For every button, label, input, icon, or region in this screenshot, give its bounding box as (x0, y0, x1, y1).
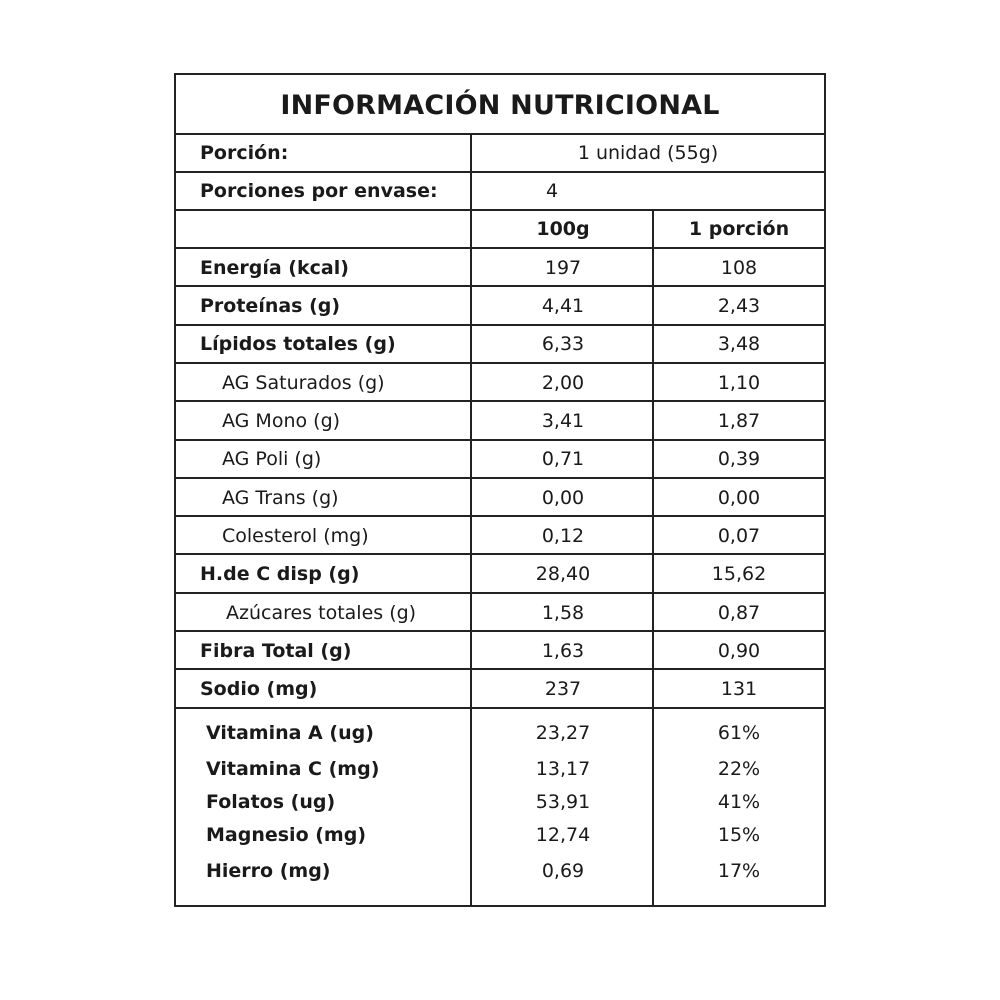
row-ag-poli-label: AG Poli (g) (222, 448, 322, 470)
row-colesterol-100g: 0,12 (541, 525, 585, 547)
row-divider (176, 553, 824, 555)
row-vitamina-a-100g: 23,27 (535, 722, 591, 744)
row-fibra-portion: 0,90 (717, 640, 761, 662)
row-hierro-100g: 0,69 (541, 860, 585, 882)
row-divider (176, 209, 824, 211)
row-fibra-100g: 1,63 (541, 640, 585, 662)
table-title: INFORMACIÓN NUTRICIONAL (176, 75, 824, 135)
row-azucares-label: Azúcares totales (g) (226, 602, 417, 624)
row-hdec-label: H.de C disp (g) (200, 563, 360, 585)
row-energia-portion: 108 (720, 257, 758, 279)
row-magnesio-100g: 12,74 (535, 824, 591, 846)
row-divider (176, 362, 824, 364)
row-colesterol-label: Colesterol (mg) (222, 525, 369, 547)
row-ag-mono-label: AG Mono (g) (222, 410, 341, 432)
row-azucares-100g: 1,58 (541, 602, 585, 624)
row-ag-trans-100g: 0,00 (541, 487, 585, 509)
row-ag-saturados-portion: 1,10 (717, 372, 761, 394)
row-lipidos-label: Lípidos totales (g) (200, 333, 396, 355)
row-vitamina-c-portion: 22% (717, 758, 761, 780)
row-divider (176, 247, 824, 249)
column-divider-1 (470, 133, 472, 907)
row-vitamina-c-100g: 13,17 (535, 758, 591, 780)
row-divider (176, 515, 824, 517)
row-ag-saturados-label: AG Saturados (g) (222, 372, 385, 394)
row-energia-label: Energía (kcal) (200, 257, 349, 279)
row-divider (176, 439, 824, 441)
row-ag-mono-100g: 3,41 (541, 410, 585, 432)
row-ag-trans-label: AG Trans (g) (222, 487, 339, 509)
servings-value: 4 (546, 180, 559, 202)
row-colesterol-portion: 0,07 (717, 525, 761, 547)
row-hierro-label: Hierro (mg) (206, 860, 331, 882)
row-ag-poli-portion: 0,39 (717, 448, 761, 470)
row-divider (176, 285, 824, 287)
row-divider (176, 630, 824, 632)
row-vitamina-a-label: Vitamina A (ug) (206, 722, 374, 744)
row-lipidos-100g: 6,33 (541, 333, 585, 355)
row-ag-saturados-100g: 2,00 (541, 372, 585, 394)
row-proteinas-label: Proteínas (g) (200, 295, 341, 317)
row-ag-trans-portion: 0,00 (717, 487, 761, 509)
row-vitamina-c-label: Vitamina C (mg) (206, 758, 380, 780)
column-header-portion: 1 porción (688, 218, 790, 240)
row-sodio-label: Sodio (mg) (200, 678, 318, 700)
row-hdec-100g: 28,40 (535, 563, 591, 585)
row-proteinas-portion: 2,43 (717, 295, 761, 317)
row-energia-100g: 197 (544, 257, 582, 279)
row-folatos-100g: 53,91 (535, 791, 591, 813)
row-ag-mono-portion: 1,87 (717, 410, 761, 432)
row-hdec-portion: 15,62 (711, 563, 767, 585)
row-fibra-label: Fibra Total (g) (200, 640, 352, 662)
nutrition-facts-table (174, 73, 826, 907)
row-magnesio-label: Magnesio (mg) (206, 824, 366, 846)
row-vitamina-a-portion: 61% (717, 722, 761, 744)
row-divider (176, 668, 824, 670)
row-folatos-portion: 41% (717, 791, 761, 813)
portion-label: Porción: (200, 142, 289, 164)
row-hierro-portion: 17% (717, 860, 761, 882)
row-divider (176, 400, 824, 402)
row-magnesio-portion: 15% (717, 824, 761, 846)
column-header-100g: 100g (536, 218, 590, 240)
row-sodio-portion: 131 (720, 678, 758, 700)
row-divider (176, 171, 824, 173)
row-folatos-label: Folatos (ug) (206, 791, 336, 813)
row-divider (176, 324, 824, 326)
row-ag-poli-100g: 0,71 (541, 448, 585, 470)
portion-value: 1 unidad (55g) (577, 142, 719, 164)
row-divider (176, 707, 824, 709)
row-lipidos-portion: 3,48 (717, 333, 761, 355)
row-sodio-100g: 237 (544, 678, 582, 700)
row-proteinas-100g: 4,41 (541, 295, 585, 317)
row-azucares-portion: 0,87 (717, 602, 761, 624)
row-divider (176, 477, 824, 479)
servings-label: Porciones por envase: (200, 180, 438, 202)
row-divider (176, 592, 824, 594)
